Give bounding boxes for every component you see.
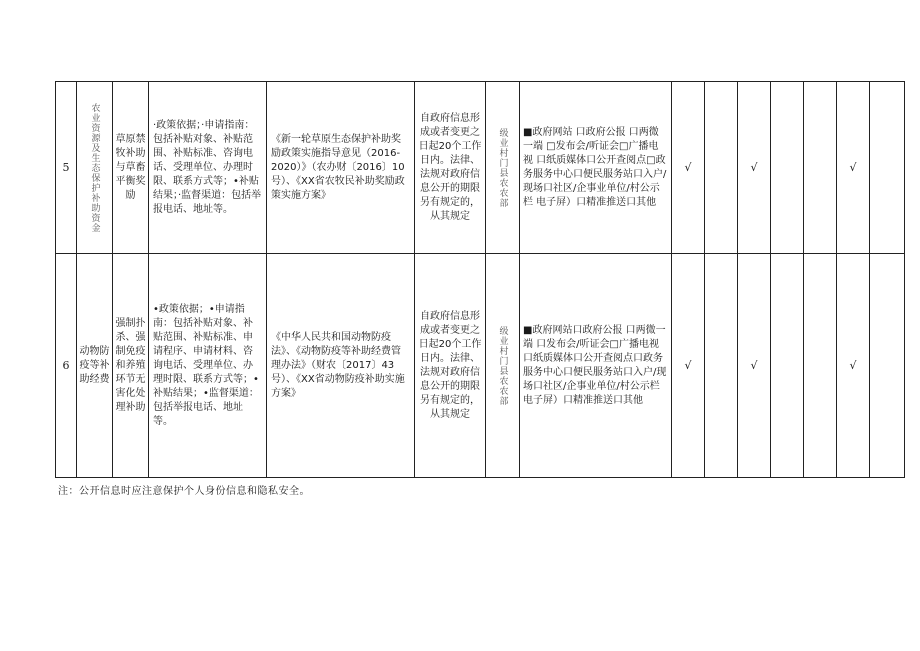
check-cell (870, 82, 905, 254)
disclosure-channel: ■政府网站 口政府公报 口两微一端 □发布会/听证会□广播电视 口纸质媒体口公开查阅点□政务服务中心口便民服务站口入户/现场口社区/企事业单位/村公示栏 电子屏）口精准推送口其他 (520, 82, 672, 254)
item-subname: 强制扑杀、强制免疫和养殖环节无害化处理补助 (113, 254, 149, 478)
row-index: 5 (56, 82, 77, 254)
check-cell (771, 82, 804, 254)
check-cell (870, 254, 905, 478)
policy-basis: 《中华人民共和国动物防疫法》、《动物防疫等补助经费管理办法》（财农〔2017〕43号）、《XX省动物防疫补助实施方案》 (267, 254, 415, 478)
table-row (56, 82, 905, 254)
disclosure-content: ·政策依据；·申请指南：包括补贴对象、补贴范围、补贴标准、咨询电话、受理单位、办理时限、联系方式等；•补贴结果；·监督渠道：包括举报电话、地址等。 (149, 82, 267, 254)
disclosure-time: 自政府信息形成或者变更之日起20个工作日内。法律、法规对政府信息公开的期限另有规定的，从其规定 (415, 82, 486, 254)
check-cell (705, 254, 738, 478)
policy-basis: 《新一轮草原生态保护补助奖励政策实施指导意见（2016-2020）》（农办财〔2016〕10号）、《XX省农牧民补助奖励政策实施方案》 (267, 82, 415, 254)
check-cell: √ (837, 82, 870, 254)
check-cell (705, 82, 738, 254)
check-cell: √ (672, 82, 705, 254)
category-label: 农业资源及生态保护补助资金 (89, 102, 100, 233)
check-cell (804, 254, 837, 478)
disclosure-table (55, 81, 905, 478)
footnote: 注：公开信息时应注意保护个人身份信息和隐私安全。 (58, 486, 310, 497)
item-name: 动物防疫等补助经费 (77, 254, 113, 478)
check-cell: √ (738, 82, 771, 254)
check-cell: √ (672, 254, 705, 478)
check-cell: √ (738, 254, 771, 478)
disclosure-content: •政策依据；•申请指南：包括补贴对象、补贴范围、补贴标准、申请程序、申请材料、咨询电话、受理单位、办理时限、联系方式等；•补贴结果；•监督渠道：包括举报电话、地址等。 (149, 254, 267, 478)
disclosure-subject: 级业村门县农农部 (497, 325, 508, 406)
disclosure-time: 自政府信息形成或者变更之日起20个工作日内。法律、法规对政府信息公开的期限另有规定的，从其规定 (415, 254, 486, 478)
check-cell (804, 82, 837, 254)
row-index: 6 (56, 254, 77, 478)
item-name: 草原禁牧补助与草畜平衡奖励 (113, 82, 149, 254)
check-cell: √ (837, 254, 870, 478)
check-cell (771, 254, 804, 478)
disclosure-channel: ■政府网站口政府公报 口两微一端 口发布会/听证会□广播电视 口纸质媒体口公开查阅点口政务服务中心口便民服务站口入户/现场口社区/企事业单位/村公示栏 电子屏）口精准推送口其他 (520, 254, 672, 478)
table-row (56, 254, 905, 478)
disclosure-subject: 级业村门县农农部 (497, 127, 508, 208)
